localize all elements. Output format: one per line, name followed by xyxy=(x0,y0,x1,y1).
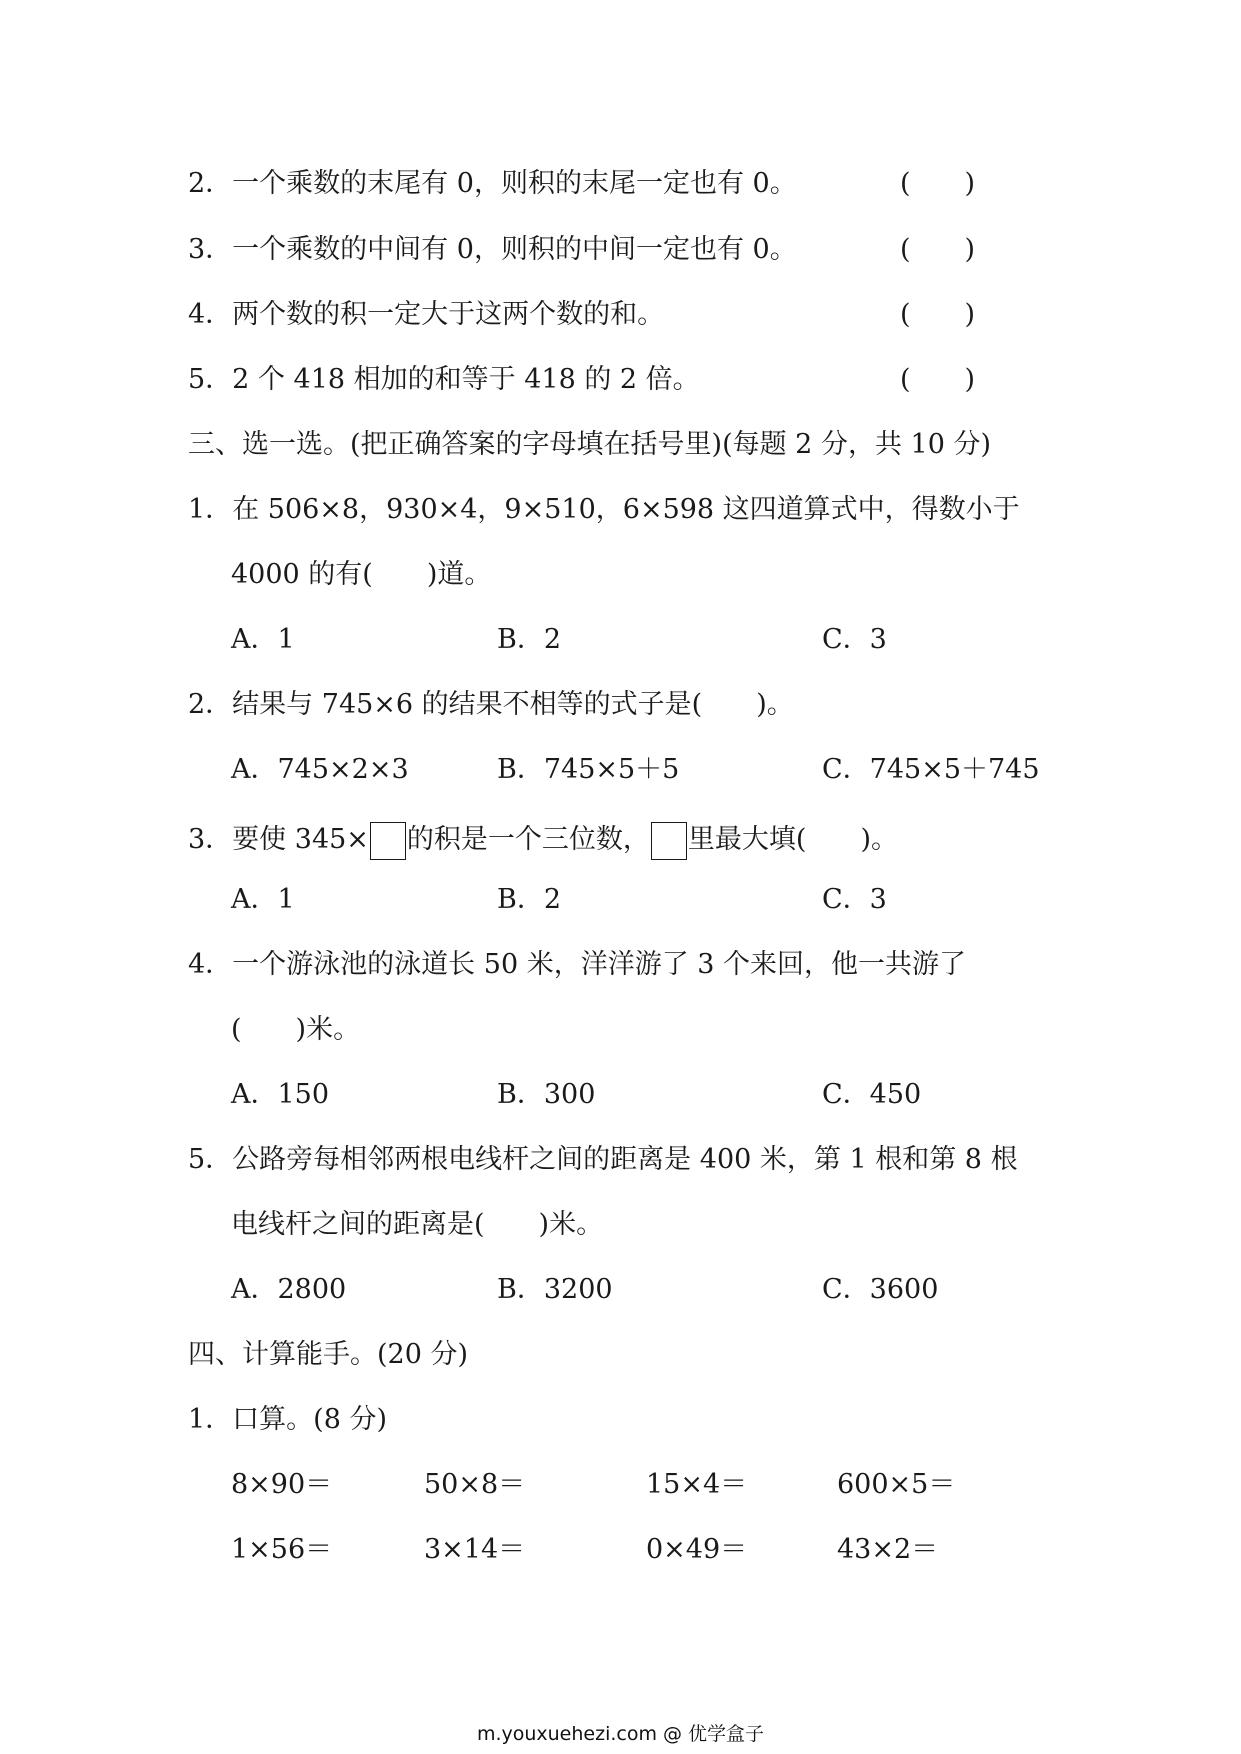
choice-q2-option-a[interactable]: A．745×2×3 xyxy=(231,754,409,785)
calc-item: 600×5＝ xyxy=(837,1469,956,1500)
choice-q4-option-a[interactable]: A．150 xyxy=(231,1079,330,1110)
calc-item: 0×49＝ xyxy=(646,1534,748,1565)
choice-q3-text-1: 3．要使 345× xyxy=(188,824,369,855)
judge-q3-answer[interactable]: ( ) xyxy=(900,234,976,265)
choice-q3-option-a[interactable]: A．1 xyxy=(231,884,295,915)
judge-q2-answer[interactable]: ( ) xyxy=(900,168,976,199)
judge-q4: 4．两个数的积一定大于这两个数的和。 xyxy=(188,299,665,330)
choice-q2-option-b[interactable]: B．745×5＋5 xyxy=(497,754,680,785)
choice-q2-line1: 2．结果与 745×6 的结果不相等的式子是( )。 xyxy=(188,689,794,720)
section-4-title: 四、计算能手。(20 分) xyxy=(188,1339,469,1370)
choice-q1-option-c[interactable]: C．3 xyxy=(822,624,887,655)
choice-q3-option-b[interactable]: B．2 xyxy=(497,884,562,915)
choice-q5-line1: 5．公路旁每相邻两根电线杆之间的距离是 400 米，第 1 根和第 8 根 xyxy=(188,1144,1018,1175)
choice-q4-option-b[interactable]: B．300 xyxy=(497,1079,596,1110)
calc-item: 15×4＝ xyxy=(646,1469,748,1500)
judge-q5-answer[interactable]: ( ) xyxy=(900,364,976,395)
choice-q5-line2: 电线杆之间的距离是( )米。 xyxy=(231,1209,604,1240)
choice-q5-option-a[interactable]: A．2800 xyxy=(231,1274,347,1305)
calc-item: 3×14＝ xyxy=(424,1534,526,1565)
answer-box[interactable] xyxy=(370,822,406,860)
choice-q1-option-a[interactable]: A．1 xyxy=(231,624,295,655)
choice-q4-line1: 4．一个游泳池的泳道长 50 米，洋洋游了 3 个来回，他一共游了 xyxy=(188,949,967,980)
judge-q2: 2．一个乘数的末尾有 0，则积的末尾一定也有 0。 xyxy=(188,168,797,199)
choice-q5-option-c[interactable]: C．3600 xyxy=(822,1274,939,1305)
section-3-title: 三、选一选。(把正确答案的字母填在括号里)(每题 2 分，共 10 分) xyxy=(188,429,991,460)
choice-q1-line1: 1．在 506×8，930×4，9×510，6×598 这四道算式中，得数小于 xyxy=(188,494,1020,525)
footer-watermark: m.youxuehezi.com @ 优学盒子 xyxy=(476,1723,765,1745)
oral-calc-heading: 1．口算。(8 分) xyxy=(188,1404,388,1435)
choice-q4-line2: ( )米。 xyxy=(231,1014,361,1045)
calc-item: 50×8＝ xyxy=(424,1469,526,1500)
judge-q3: 3．一个乘数的中间有 0，则积的中间一定也有 0。 xyxy=(188,234,797,265)
calc-item: 43×2＝ xyxy=(837,1534,939,1565)
choice-q2-option-c[interactable]: C．745×5＋745 xyxy=(822,754,1040,785)
choice-q1-option-b[interactable]: B．2 xyxy=(497,624,562,655)
answer-box-ref xyxy=(651,822,687,860)
calc-item: 1×56＝ xyxy=(231,1534,333,1565)
choice-q1-line2: 4000 的有( )道。 xyxy=(231,559,492,590)
choice-q3-text-2: 的积是一个三位数， xyxy=(406,824,650,855)
choice-q4-option-c[interactable]: C．450 xyxy=(822,1079,922,1110)
calc-item: 8×90＝ xyxy=(231,1469,333,1500)
choice-q3-text-3: 里最大填( )。 xyxy=(687,824,898,855)
choice-q5-option-b[interactable]: B．3200 xyxy=(497,1274,613,1305)
judge-q4-answer[interactable]: ( ) xyxy=(900,299,976,330)
judge-q5: 5．2 个 418 相加的和等于 418 的 2 倍。 xyxy=(188,364,700,395)
choice-q3-line1 xyxy=(188,822,898,858)
choice-q3-option-c[interactable]: C．3 xyxy=(822,884,887,915)
